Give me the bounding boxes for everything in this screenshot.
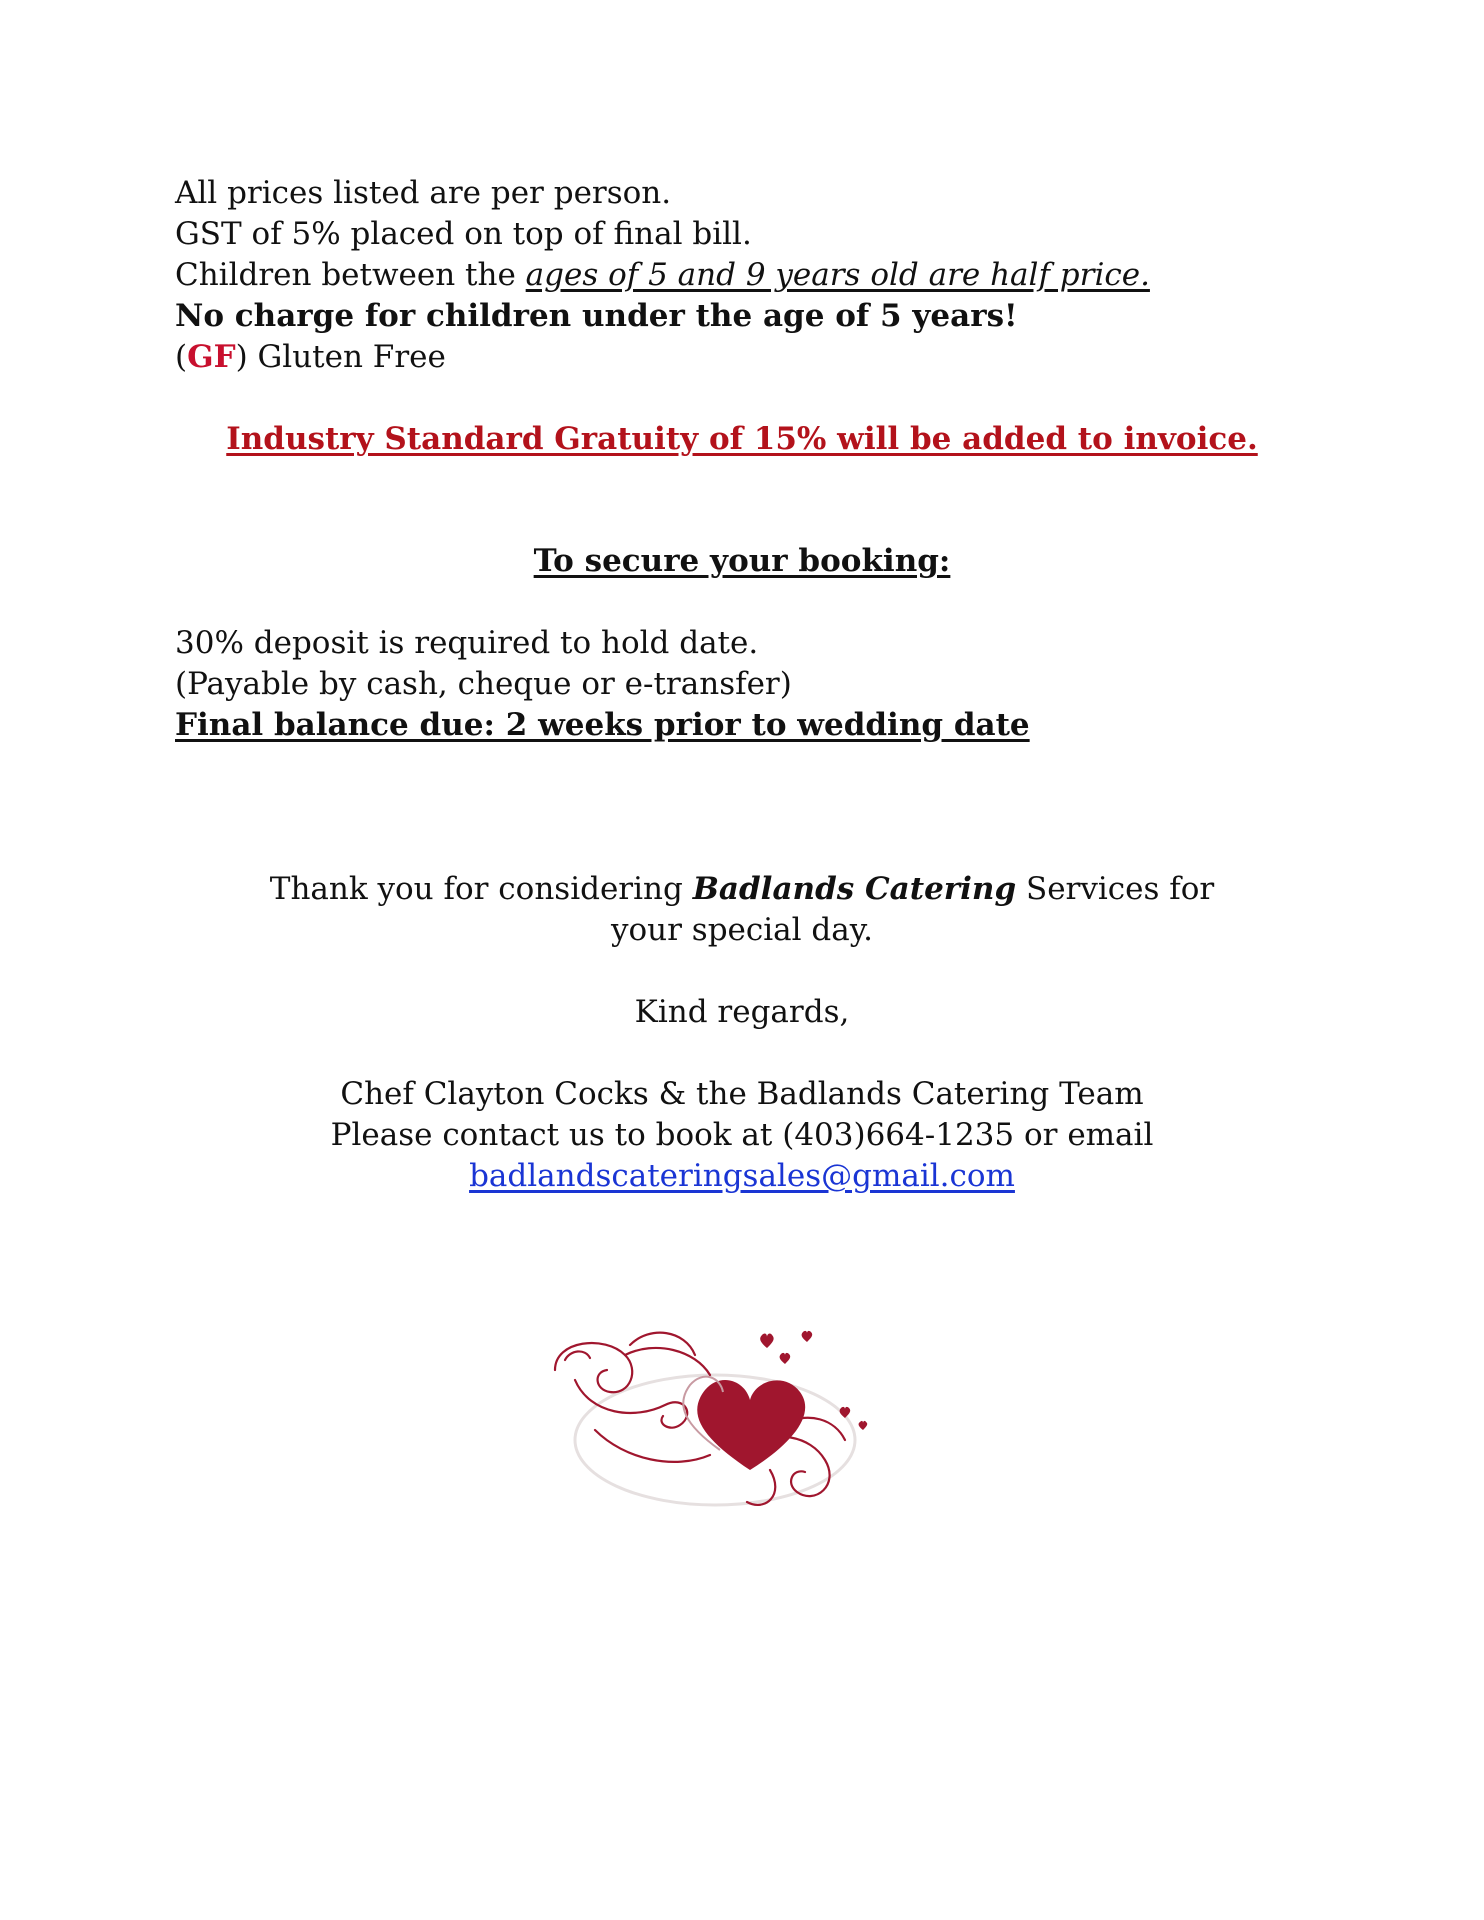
thank-you-line (0, 869, 1484, 910)
company-name: Badlands Catering (692, 871, 1017, 907)
signature-line: Chef Clayton Cocks & the Badlands Catering Team (340, 1076, 1144, 1112)
gf-open-paren: ( (175, 339, 188, 375)
gluten-free-legend (175, 337, 446, 378)
thank-you-prefix: Thank you for considering (269, 871, 693, 907)
booking-heading: To secure your booking: (533, 543, 951, 579)
swirl-hearts-icon (535, 1320, 935, 1520)
deposit-note: 30% deposit is required to hold date. (175, 625, 759, 661)
payment-methods-note: (Payable by cash, cheque or e-transfer) (175, 666, 792, 702)
kind-regards: Kind regards, (634, 994, 850, 1030)
children-ages-text: ages of 5 and 9 years old are half price. (525, 257, 1150, 293)
contact-line: Please contact us to book at (403)664-1235 or email (330, 1117, 1154, 1153)
special-day-line: your special day. (610, 912, 874, 948)
gf-label: ) Gluten Free (235, 339, 446, 375)
email-link[interactable]: badlandscateringsales@gmail.com (469, 1158, 1015, 1194)
email-line (0, 1156, 1484, 1197)
gratuity-notice: Industry Standard Gratuity of 15% will be added to invoice. (226, 421, 1258, 457)
prices-per-person-note: All prices listed are per person. (175, 175, 672, 211)
children-half-price-note (175, 255, 1150, 296)
children-note-prefix: Children between the (175, 257, 526, 293)
gf-code: GF (187, 339, 236, 375)
thank-you-suffix: Services for (1016, 871, 1215, 907)
no-charge-note: No charge for children under the age of 5 years! (175, 298, 1018, 334)
final-balance-note: Final balance due: 2 weeks prior to wedding date (175, 707, 1030, 743)
gst-note: GST of 5% placed on top of final bill. (175, 216, 752, 252)
